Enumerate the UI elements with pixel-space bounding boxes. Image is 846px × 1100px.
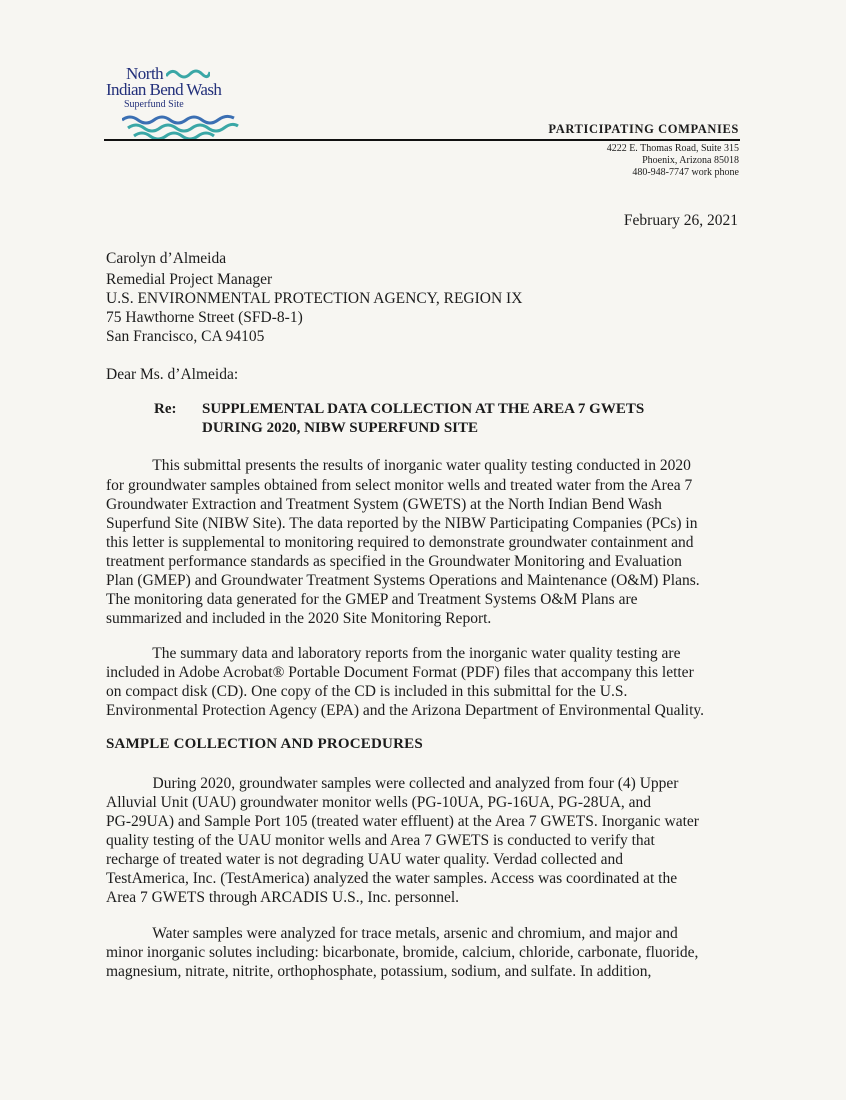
paragraph-line: minor inorganic solutes including: bicarbonate, bromide, calcium, chloride, carbonate, fluoride, xyxy=(106,944,699,961)
letter-date: February 26, 2021 xyxy=(623,212,738,229)
letterhead-rule xyxy=(104,139,740,141)
paragraph-line: on compact disk (CD). One copy of the CD is included in this submittal for the U.S. xyxy=(106,683,628,700)
nibw-logo xyxy=(104,62,244,142)
recipient-name: Carolyn d’Almeida xyxy=(106,250,227,267)
wave-icon-bottom xyxy=(122,112,242,142)
paragraph-line: This submittal presents the results of inorganic water quality testing conducted in 2020 xyxy=(106,457,691,474)
logo-text-north: North xyxy=(126,64,164,83)
paragraph-line: Area 7 GWETS through ARCADIS U.S., Inc. personnel. xyxy=(106,889,460,906)
logo-text-superfund: Superfund Site xyxy=(124,99,184,110)
paragraph-line: PG-29UA) and Sample Port 105 (treated water effluent) at the Area 7 GWETS. Inorganic water xyxy=(106,813,699,830)
address-phone: 480-948-7747 work phone xyxy=(632,167,739,178)
paragraph-line: treatment performance standards as specified in the Groundwater Monitoring and Evaluation xyxy=(106,553,682,570)
re-subject-line-2: DURING 2020, NIBW SUPERFUND SITE xyxy=(202,420,479,436)
paragraph-line: quality testing of the UAU monitor wells and Area 7 GWETS is conducted to verify that xyxy=(106,832,655,849)
paragraph-line: Environmental Protection Agency (EPA) and the Arizona Department of Environmental Quality. xyxy=(106,702,705,719)
paragraph-line: for groundwater samples obtained from select monitor wells and treated water from the Area 7 xyxy=(106,477,693,494)
paragraph-line: Water samples were analyzed for trace metals, arsenic and chromium, and major and xyxy=(106,925,678,942)
re-subject-line-1: SUPPLEMENTAL DATA COLLECTION AT THE AREA 7 GWETS xyxy=(202,401,645,417)
paragraph-line: During 2020, groundwater samples were collected and analyzed from four (4) Upper xyxy=(106,775,679,792)
paragraph-line: Plan (GMEP) and Groundwater Treatment Systems Operations and Maintenance (O&M) Plans. xyxy=(106,572,700,589)
paragraph-line: magnesium, nitrate, nitrite, orthophosphate, potassium, sodium, and sulfate. In addition, xyxy=(106,963,652,980)
recipient-street: 75 Hawthorne Street (SFD-8-1) xyxy=(106,309,303,326)
paragraph-line: TestAmerica, Inc. (TestAmerica) analyzed the water samples. Access was coordinated at the xyxy=(106,870,678,887)
letterhead-title: PARTICIPATING COMPANIES xyxy=(548,122,739,136)
paragraph-line: included in Adobe Acrobat® Portable Document Format (PDF) files that accompany this letter xyxy=(106,664,694,681)
paragraph-line: Superfund Site (NIBW Site). The data reported by the NIBW Participating Companies (PCs) in xyxy=(106,515,698,532)
salutation: Dear Ms. d’Almeida: xyxy=(106,366,239,383)
paragraph-line: Groundwater Extraction and Treatment System (GWETS) at the North Indian Bend Wash xyxy=(106,496,662,513)
paragraph-line: recharge of treated water is not degrading UAU water quality. Verdad collected and xyxy=(106,851,624,868)
address-line-1: 4222 E. Thomas Road, Suite 315 xyxy=(606,143,739,154)
logo-text-ibw: Indian Bend Wash xyxy=(106,80,222,99)
recipient-agency: U.S. ENVIRONMENTAL PROTECTION AGENCY, REGION IX xyxy=(106,290,523,307)
re-label: Re: xyxy=(154,401,177,417)
address-line-2: Phoenix, Arizona 85018 xyxy=(642,155,739,166)
section-heading: SAMPLE COLLECTION AND PROCEDURES xyxy=(106,736,423,752)
paragraph-line: The monitoring data generated for the GMEP and Treatment Systems O&M Plans are xyxy=(106,591,638,608)
paragraph-line: this letter is supplemental to monitoring required to demonstrate groundwater containment and xyxy=(106,534,694,551)
paragraph-line: The summary data and laboratory reports from the inorganic water quality testing are xyxy=(106,645,681,662)
recipient-title: Remedial Project Manager xyxy=(106,271,273,288)
wave-icon-top xyxy=(166,68,210,80)
recipient-city: San Francisco, CA 94105 xyxy=(106,328,265,345)
paragraph-line: Alluvial Unit (UAU) groundwater monitor wells (PG-10UA, PG-16UA, PG-28UA, and xyxy=(106,794,652,811)
paragraph-line: summarized and included in the 2020 Site Monitoring Report. xyxy=(106,610,492,627)
